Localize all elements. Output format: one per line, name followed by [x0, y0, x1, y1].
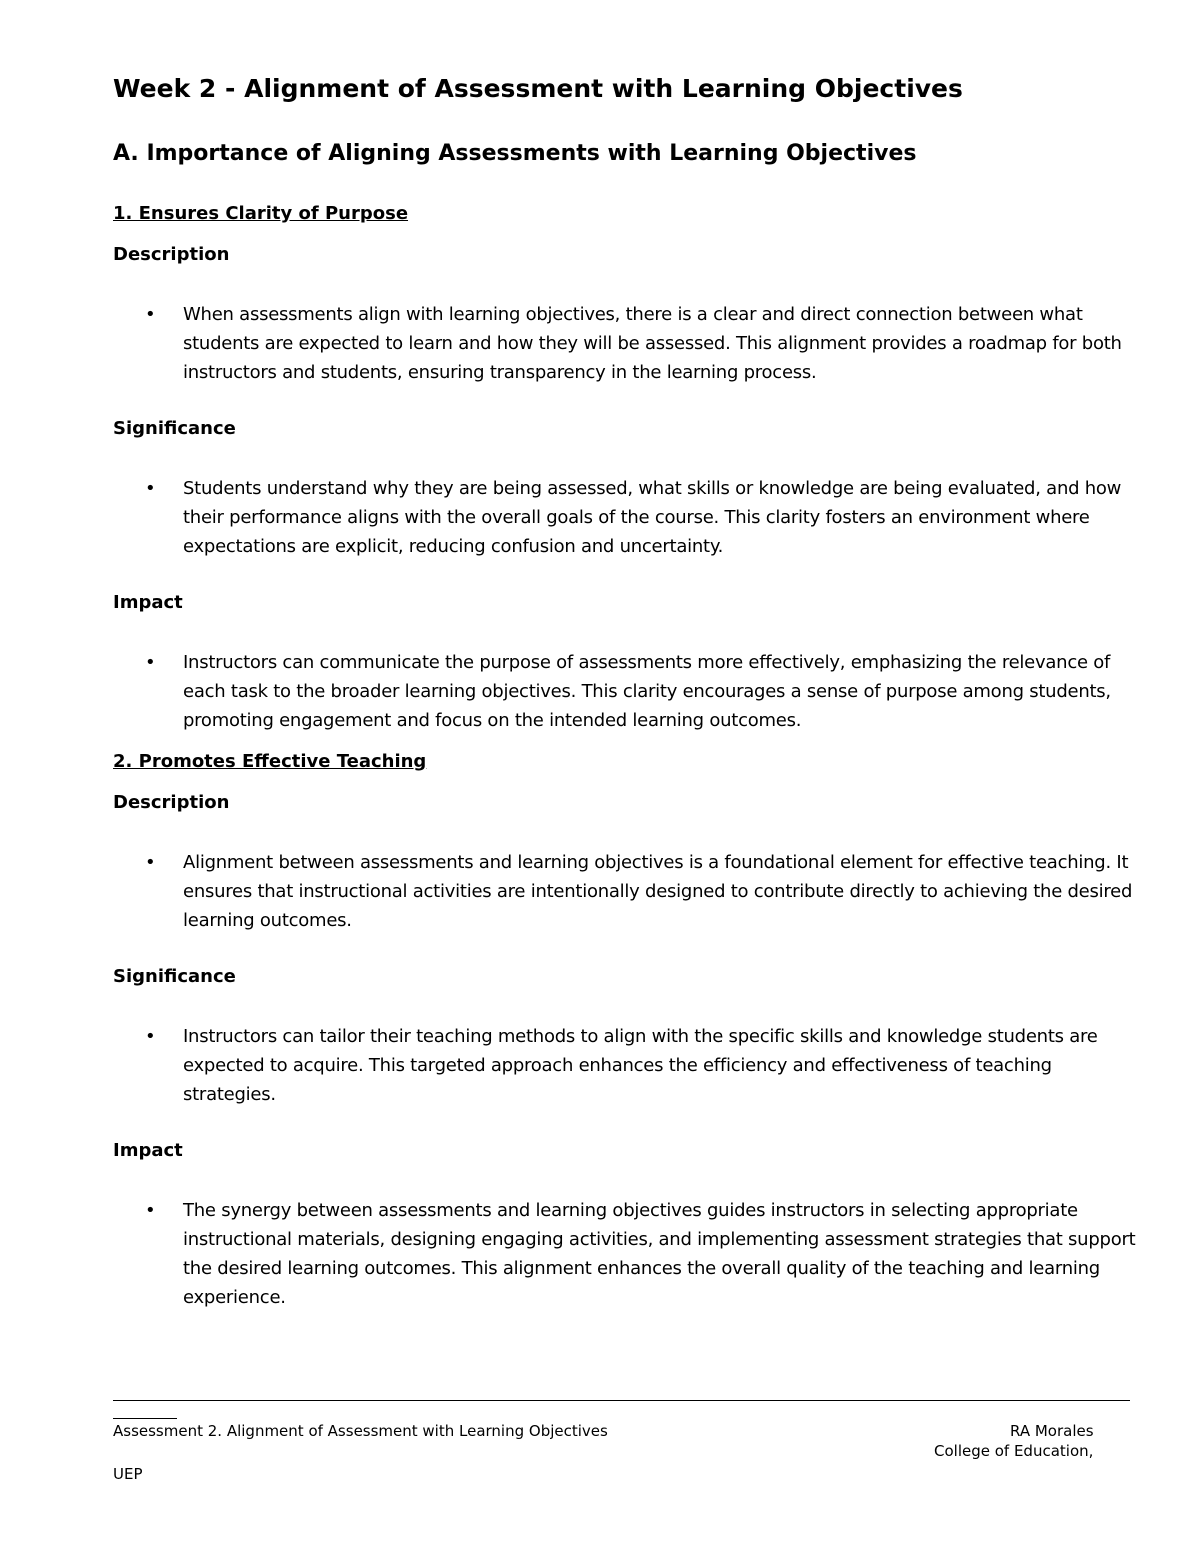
- bullet-icon: •: [145, 852, 156, 873]
- point2-description-text: Alignment between assessments and learning objectives is a foundational element for effective teaching. It ensures that instructional activities are intentionally designed to contribute directly to achieving the desired learning outcomes.: [183, 852, 1133, 931]
- bullet-icon: •: [145, 478, 156, 499]
- footer-divider: [113, 1400, 1130, 1401]
- point2-description-label: Description: [113, 792, 230, 813]
- point1-impact-text: Instructors can communicate the purpose of assessments more effectively, emphasizing the relevance of each task to the broader learning objectives. This clarity encourages a sense of purpose among students, promoting engagement and focus on the intended learning outcomes.: [183, 652, 1111, 731]
- footer-college: College of Education,: [934, 1442, 1094, 1460]
- bullet-icon: •: [145, 1200, 156, 1221]
- point1-significance-text: Students understand why they are being assessed, what skills or knowledge are being evaluated, and how their performance aligns with the overall goals of the course. This clarity fosters an environment where expectations are explicit, reducing confusion and uncertainty.: [183, 478, 1122, 557]
- document-title: Week 2 - Alignment of Assessment with Learning Objectives: [113, 74, 963, 103]
- point1-description-text: When assessments align with learning objectives, there is a clear and direct connection between what students are expected to learn and how they will be assessed. This alignment provides a roadmap for both instructors and students, ensuring transparency in the learning process.: [183, 304, 1122, 383]
- footer-document-label: Assessment 2. Alignment of Assessment with Learning Objectives: [113, 1422, 608, 1440]
- bullet-icon: •: [145, 652, 156, 673]
- footer-institution: UEP: [113, 1465, 143, 1483]
- bullet-icon: •: [145, 304, 156, 325]
- point2-significance-item: [113, 1022, 1143, 1109]
- point2-significance-text: Instructors can tailor their teaching methods to align with the specific skills and knowledge students are expected to acquire. This targeted approach enhances the efficiency and effectiveness of teaching strategies.: [183, 1026, 1098, 1105]
- bullet-icon: •: [145, 1026, 156, 1047]
- footer-author: RA Morales: [1010, 1422, 1094, 1440]
- point1-description-item: [113, 300, 1143, 387]
- point2-impact-item: [113, 1196, 1143, 1312]
- point1-impact-item: [113, 648, 1143, 735]
- point1-title: 1. Ensures Clarity of Purpose: [113, 203, 409, 224]
- point1-significance-item: [113, 474, 1143, 561]
- point2-description-item: [113, 848, 1143, 935]
- point1-description-label: Description: [113, 244, 230, 265]
- point1-significance-label: Significance: [113, 418, 236, 439]
- footer-short-divider: [113, 1418, 177, 1419]
- point2-title: 2. Promotes Effective Teaching: [113, 751, 427, 772]
- point2-impact-text: The synergy between assessments and learning objectives guides instructors in selecting appropriate instructional materials, designing engaging activities, and implementing assessment strategies that support the desired learning outcomes. This alignment enhances the overall quality of the teaching and learning experience.: [183, 1200, 1136, 1308]
- section-a-title: A. Importance of Aligning Assessments with Learning Objectives: [113, 141, 917, 166]
- point1-impact-label: Impact: [113, 592, 183, 613]
- point2-impact-label: Impact: [113, 1140, 183, 1161]
- point2-significance-label: Significance: [113, 966, 236, 987]
